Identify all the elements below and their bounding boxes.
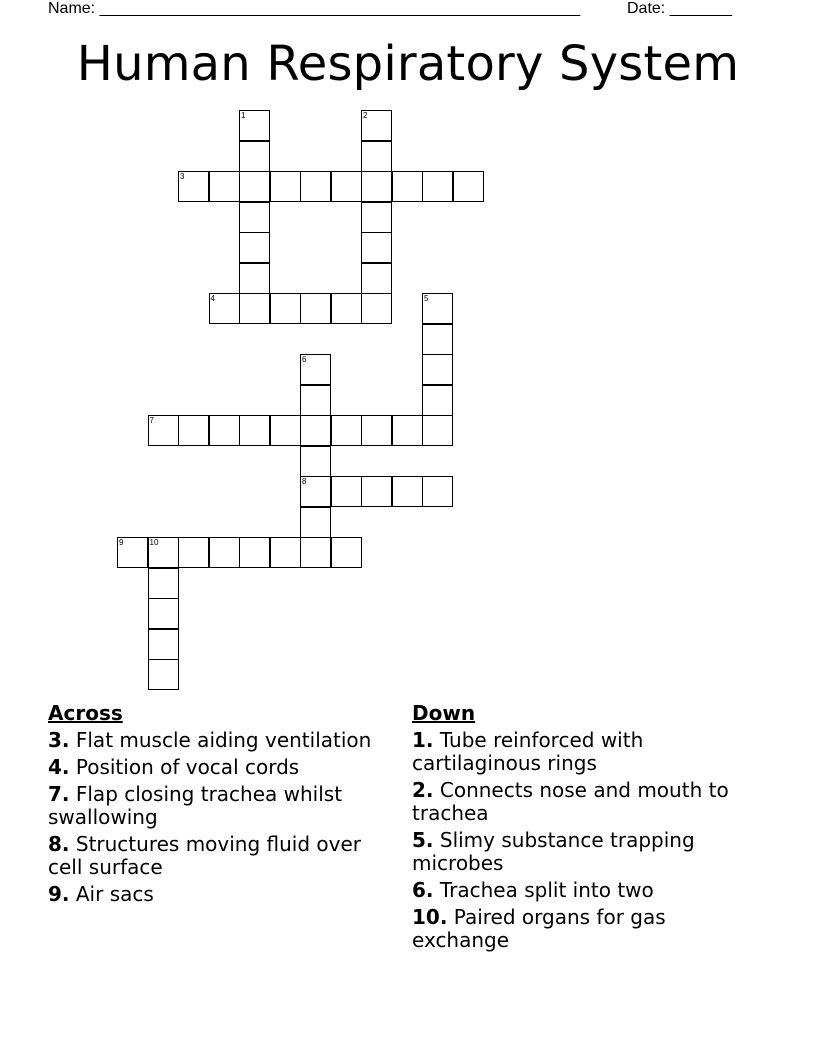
crossword-cell[interactable] <box>422 171 453 202</box>
crossword-cell[interactable] <box>270 537 301 568</box>
clue-down-2 <box>412 779 757 825</box>
crossword-cell[interactable] <box>209 293 240 324</box>
clue-number-label: 5 <box>424 294 429 303</box>
crossword-cell[interactable] <box>239 232 270 263</box>
clue-text: Structures moving fluid over cell surface <box>48 832 362 879</box>
clue-down-5 <box>412 829 757 875</box>
clue-number: 1. <box>412 728 434 752</box>
clue-across-7 <box>48 783 393 829</box>
crossword-cell[interactable] <box>239 171 270 202</box>
crossword-cell[interactable] <box>361 110 392 141</box>
crossword-cell[interactable] <box>453 171 484 202</box>
clue-number-label: 3 <box>180 172 185 181</box>
crossword-cell[interactable] <box>300 415 331 446</box>
crossword-cell[interactable] <box>270 415 301 446</box>
crossword-cell[interactable] <box>239 202 270 233</box>
crossword-cell[interactable] <box>392 415 423 446</box>
clue-number: 2. <box>412 778 434 802</box>
crossword-cell[interactable] <box>392 476 423 507</box>
crossword-cell[interactable] <box>300 446 331 477</box>
date-field[interactable]: Date: _______ <box>627 0 732 17</box>
crossword-cell[interactable] <box>148 537 179 568</box>
crossword-cell[interactable] <box>422 354 453 385</box>
crossword-cell[interactable] <box>392 171 423 202</box>
crossword-cell[interactable] <box>117 537 148 568</box>
crossword-cell[interactable] <box>239 537 270 568</box>
clue-number-label: 10 <box>149 538 159 547</box>
crossword-cell[interactable] <box>178 537 209 568</box>
clue-number-label: 6 <box>302 355 307 364</box>
crossword-cell[interactable] <box>209 537 240 568</box>
clue-number: 8. <box>48 832 70 856</box>
crossword-cell[interactable] <box>361 202 392 233</box>
crossword-cell[interactable] <box>270 293 301 324</box>
crossword-cell[interactable] <box>300 385 331 416</box>
crossword-cell[interactable] <box>300 507 331 538</box>
crossword-cell[interactable] <box>361 293 392 324</box>
clue-text: Paired organs for gas exchange <box>412 905 666 952</box>
clue-number: 10. <box>412 905 448 929</box>
crossword-cell[interactable] <box>239 263 270 294</box>
clue-text: Flap closing trachea whilst swallowing <box>48 782 343 829</box>
crossword-cell[interactable] <box>361 415 392 446</box>
clue-number: 6. <box>412 878 434 902</box>
clue-text: Air sacs <box>75 882 154 906</box>
crossword-cell[interactable] <box>148 415 179 446</box>
crossword-cell[interactable] <box>331 293 362 324</box>
page-title: Human Respiratory System <box>76 36 740 92</box>
crossword-cell[interactable] <box>300 293 331 324</box>
crossword-cell[interactable] <box>422 415 453 446</box>
clue-across-3 <box>48 729 393 752</box>
crossword-cell[interactable] <box>148 568 179 599</box>
clue-number-label: 8 <box>302 477 307 486</box>
clue-number: 9. <box>48 882 70 906</box>
crossword-cell[interactable] <box>422 385 453 416</box>
name-field[interactable]: Name: ______________________________________________________ <box>48 0 581 17</box>
crossword-cell[interactable] <box>300 537 331 568</box>
clue-number-label: 4 <box>210 294 215 303</box>
clue-text: Trachea split into two <box>439 878 654 902</box>
clue-across-9 <box>48 883 393 906</box>
header <box>48 0 748 20</box>
crossword-cell[interactable] <box>239 293 270 324</box>
crossword-cell[interactable] <box>361 476 392 507</box>
clue-number-label: 9 <box>119 538 124 547</box>
clue-number-label: 1 <box>241 111 246 120</box>
crossword-cell[interactable] <box>422 476 453 507</box>
crossword-cell[interactable] <box>300 171 331 202</box>
crossword-cell[interactable] <box>422 324 453 355</box>
crossword-cell[interactable] <box>331 537 362 568</box>
crossword-cell[interactable] <box>239 141 270 172</box>
crossword-cell[interactable] <box>300 354 331 385</box>
crossword-cell[interactable] <box>300 476 331 507</box>
clue-number-label: 7 <box>149 416 154 425</box>
crossword-cell[interactable] <box>209 171 240 202</box>
crossword-cell[interactable] <box>331 415 362 446</box>
across-heading: Across <box>48 701 123 725</box>
down-clues <box>412 702 757 956</box>
clue-number-label: 2 <box>363 111 368 120</box>
clue-down-10 <box>412 906 757 952</box>
clue-across-8 <box>48 833 393 879</box>
across-clues <box>48 702 393 910</box>
clue-down-6 <box>412 879 757 902</box>
crossword-cell[interactable] <box>361 141 392 172</box>
crossword-cell[interactable] <box>148 659 179 690</box>
clue-text: Position of vocal cords <box>75 755 300 779</box>
crossword-cell[interactable] <box>178 415 209 446</box>
clue-text: Flat muscle aiding ventilation <box>75 728 372 752</box>
clue-text: Tube reinforced with cartilaginous rings <box>412 728 644 775</box>
crossword-cell[interactable] <box>422 293 453 324</box>
clue-number: 7. <box>48 782 70 806</box>
clue-across-4 <box>48 756 393 779</box>
clue-down-1 <box>412 729 757 775</box>
crossword-cell[interactable] <box>331 171 362 202</box>
crossword-cell[interactable] <box>209 415 240 446</box>
crossword-cell[interactable] <box>361 263 392 294</box>
crossword-cell[interactable] <box>361 232 392 263</box>
crossword-cell[interactable] <box>148 598 179 629</box>
clue-number: 5. <box>412 828 434 852</box>
crossword-cell[interactable] <box>178 171 209 202</box>
crossword-cell[interactable] <box>148 629 179 660</box>
clue-text: Connects nose and mouth to trachea <box>412 778 729 825</box>
crossword-cell[interactable] <box>270 171 301 202</box>
clue-number: 4. <box>48 755 70 779</box>
crossword-cell[interactable] <box>331 476 362 507</box>
crossword-cell[interactable] <box>239 415 270 446</box>
clue-number: 3. <box>48 728 70 752</box>
crossword-cell[interactable] <box>361 171 392 202</box>
down-heading: Down <box>412 701 476 725</box>
clue-text: Slimy substance trapping microbes <box>412 828 695 875</box>
crossword-cell[interactable] <box>239 110 270 141</box>
